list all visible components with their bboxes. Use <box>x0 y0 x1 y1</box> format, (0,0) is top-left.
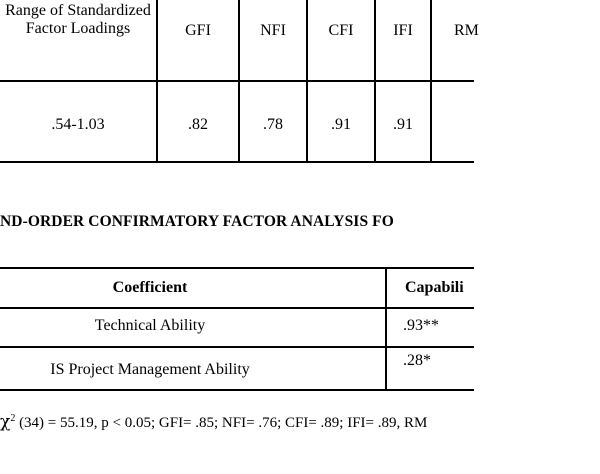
table2-rule <box>0 267 474 269</box>
table1-header-rm: RM <box>454 22 479 39</box>
table2-rule <box>0 346 474 348</box>
table2-header-capability: Capabili <box>405 279 464 296</box>
table1-cell-nfi: .78 <box>263 116 283 133</box>
table1-header-ifi: IFI <box>393 22 413 39</box>
table1-header-cfi: CFI <box>328 22 354 39</box>
table2-divider <box>385 267 387 391</box>
table1-rule <box>0 161 474 163</box>
table2-caption: ND-ORDER CONFIRMATORY FACTOR ANALYSIS FO <box>0 213 394 230</box>
table2-rule <box>0 389 474 391</box>
table1-header-range: Range of Standardized Factor Loadings <box>5 2 151 38</box>
table1-rule <box>0 80 474 82</box>
footnote-text: (34) = 55.19, p < 0.05; GFI= .85; NFI= .76; CFI= .89; IFI= .89, RM <box>15 415 428 431</box>
table1-header-nfi: NFI <box>260 22 286 39</box>
table1-cell-cfi: .91 <box>331 116 351 133</box>
table2-row-value: .28* <box>403 352 431 369</box>
table1-header-gfi: GFI <box>185 22 211 39</box>
table2-footnote <box>0 412 600 432</box>
chi-superscript: 2 <box>10 413 16 424</box>
table2-row-label: IS Project Management Ability <box>50 361 250 378</box>
table2-rule <box>0 307 474 309</box>
table2-header-coefficient: Coefficient <box>112 279 188 296</box>
table1-cell-ifi: .91 <box>393 116 413 133</box>
chi-symbol: χ <box>0 412 11 432</box>
table1-cell-gfi: .82 <box>188 116 208 133</box>
table2-row-value: .93** <box>403 317 439 334</box>
table1-cell-range: .54-1.03 <box>51 116 105 133</box>
table2-row-label: Technical Ability <box>94 317 206 334</box>
